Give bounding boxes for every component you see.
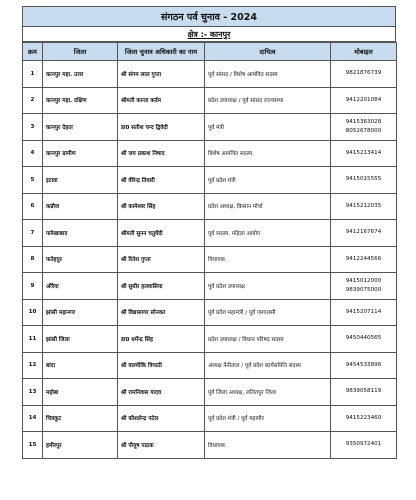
- officer-name-cell: श्री रितेश गुप्ता: [118, 246, 205, 273]
- table-row: [23, 246, 397, 273]
- role-cell: पूर्व सदस्य, महिला आयोग: [205, 220, 331, 247]
- mobile-number: 9415212035: [345, 202, 382, 209]
- serial-cell: 10: [23, 299, 43, 326]
- column-header-district: जिला: [43, 43, 118, 61]
- region-heading: क्षेत्र :- कानपुर: [22, 27, 396, 42]
- role-cell: पूर्व प्रदेश मंत्री / पूर्व महापौर: [205, 405, 331, 432]
- serial-cell: 14: [23, 405, 43, 432]
- serial-cell: 15: [23, 432, 43, 459]
- district-cell: कानपुर देहात: [43, 114, 118, 141]
- officer-name-cell: श्री कामेश्वर सिंह: [118, 193, 205, 220]
- district-cell: बांदा: [43, 352, 118, 379]
- district-cell: चित्रकूट: [43, 405, 118, 432]
- role-cell: पूर्व मंत्री: [205, 114, 331, 141]
- mobile-number: 9839058119: [345, 388, 382, 395]
- officer-name-cell: श्री सुधीर हलवासिया: [118, 273, 205, 300]
- role-cell: प्रदेश उपाध्यक्ष / विधान परिषद सदस्य: [205, 326, 331, 353]
- mobile-cell: [331, 246, 397, 273]
- role-cell: पूर्व सांसद / विशेष आमंत्रित सदस्य: [205, 61, 331, 88]
- officer-name-cell: श्री कौशलेन्द्र पटेल: [118, 405, 205, 432]
- mobile-number: 9415207114: [345, 308, 382, 315]
- table-row: [23, 405, 397, 432]
- mobile-number: 9412167674: [345, 229, 382, 236]
- district-cell: हमीरपुर: [43, 432, 118, 459]
- table-body: [23, 61, 397, 459]
- table-header-row: [23, 43, 397, 61]
- serial-cell: 2: [23, 87, 43, 114]
- officer-name-cell: श्री संगम लाल गुप्ता: [118, 61, 205, 88]
- mobile-cell: [331, 220, 397, 247]
- table-row: [23, 114, 397, 141]
- mobile-cell: [331, 299, 397, 326]
- mobile-number: 9412244566: [345, 255, 382, 262]
- mobile-cell: [331, 167, 397, 194]
- document-title: संगठन पर्व चुनाव - 2024: [22, 6, 396, 27]
- mobile-number: 9450440565: [345, 335, 382, 342]
- mobile-number: 9415015555: [345, 176, 382, 183]
- serial-cell: 6: [23, 193, 43, 220]
- officer-name-cell: श्री वाल्मीकि त्रिपाठी: [118, 352, 205, 379]
- district-cell: कानपुर ग्रामीण: [43, 140, 118, 167]
- serial-cell: 9: [23, 273, 43, 300]
- mobile-number: 9415223460: [345, 414, 382, 421]
- table-row: [23, 61, 397, 88]
- mobile-cell: [331, 352, 397, 379]
- role-cell: विशेष आमंत्रित सदस्य: [205, 140, 331, 167]
- table-row: [23, 326, 397, 353]
- officer-name-cell: श्रीमती कान्ता कर्दम: [118, 87, 205, 114]
- mobile-cell: [331, 193, 397, 220]
- mobile-cell: [331, 140, 397, 167]
- role-cell: पूर्व प्रदेश मंत्री: [205, 167, 331, 194]
- table-row: [23, 193, 397, 220]
- serial-cell: 3: [23, 114, 43, 141]
- mobile-number: 9454533896: [345, 361, 382, 368]
- serial-cell: 4: [23, 140, 43, 167]
- mobile-number: 9821876739: [345, 70, 382, 77]
- mobile-cell: [331, 61, 397, 88]
- district-cell: कानपुर महा. उत्तर: [43, 61, 118, 88]
- district-cell: कानपुर महा. दक्षिण: [43, 87, 118, 114]
- serial-cell: 12: [23, 352, 43, 379]
- serial-cell: 1: [23, 61, 43, 88]
- mobile-cell: [331, 405, 397, 432]
- officer-name-cell: डा0 धर्मेन्द्र सिंह: [118, 326, 205, 353]
- mobile-cell: [331, 379, 397, 406]
- mobile-number: 8052678000: [345, 127, 382, 134]
- serial-cell: 5: [23, 167, 43, 194]
- mobile-number: 9839075000: [345, 286, 382, 293]
- mobile-cell: [331, 273, 397, 300]
- table-row: [23, 352, 397, 379]
- officer-table: [22, 42, 397, 459]
- column-header-officer: जिला चुनाव अधिकारी का नाम: [118, 43, 205, 61]
- role-cell: प्रदेश अध्यक्ष, किसान मोर्चा: [205, 193, 331, 220]
- table-row: [23, 167, 397, 194]
- district-cell: महोबा: [43, 379, 118, 406]
- officer-name-cell: श्री वीरेन्द्र तिवारी: [118, 167, 205, 194]
- role-cell: पूर्व प्रदेश महामंत्री / पूर्व एमएलसी: [205, 299, 331, 326]
- table-row: [23, 299, 397, 326]
- district-cell: औरैया: [43, 273, 118, 300]
- mobile-cell: [331, 326, 397, 353]
- officer-name-cell: श्री रामनिवास यादव: [118, 379, 205, 406]
- table-row: [23, 87, 397, 114]
- district-cell: फतेहपुर: [43, 246, 118, 273]
- mobile-number: 9415012000: [345, 277, 382, 284]
- serial-cell: 7: [23, 220, 43, 247]
- role-cell: प्रदेश उपाध्यक्ष / पूर्व सांसद राज्यसभा: [205, 87, 331, 114]
- mobile-cell: [331, 114, 397, 141]
- serial-cell: 8: [23, 246, 43, 273]
- mobile-number: 9350972401: [345, 441, 382, 448]
- district-cell: झांसी जिला: [43, 326, 118, 353]
- column-header-serial: क्रम: [23, 43, 43, 61]
- role-cell: पूर्व जिला अध्यक्ष, ललितपुर जिला: [205, 379, 331, 406]
- district-cell: इटावा: [43, 167, 118, 194]
- mobile-cell: [331, 432, 397, 459]
- officer-name-cell: श्री जय प्रकाश निषाद: [118, 140, 205, 167]
- officer-name-cell: श्रीमती सुनन चतुर्वेदी: [118, 220, 205, 247]
- table-row: [23, 273, 397, 300]
- officer-name-cell: डा0 सतीश चन्द द्विवेदी: [118, 114, 205, 141]
- officer-name-cell: श्री विद्यासागर सोनकर: [118, 299, 205, 326]
- district-cell: झांसी महानगर: [43, 299, 118, 326]
- role-cell: पूर्व प्रदेश उपाध्यक्ष: [205, 273, 331, 300]
- column-header-mobile: मोबाइल: [331, 43, 397, 61]
- district-cell: कन्नौज: [43, 193, 118, 220]
- role-cell: विधायक: [205, 246, 331, 273]
- mobile-number: 9412201084: [345, 96, 382, 103]
- table-row: [23, 220, 397, 247]
- table-row: [23, 140, 397, 167]
- column-header-role: दायित्व: [205, 43, 331, 61]
- mobile-cell: [331, 87, 397, 114]
- table-row: [23, 379, 397, 406]
- mobile-number: 9415213414: [345, 149, 382, 156]
- district-cell: फर्रुखाबाद: [43, 220, 118, 247]
- table-row: [23, 432, 397, 459]
- election-officer-sheet: [22, 6, 396, 459]
- serial-cell: 11: [23, 326, 43, 353]
- mobile-number: 9415363028: [345, 118, 382, 125]
- officer-name-cell: श्री पीयूष पाठक: [118, 432, 205, 459]
- serial-cell: 13: [23, 379, 43, 406]
- role-cell: विधायक: [205, 432, 331, 459]
- role-cell: अध्यक्ष नैनीताल / पूर्व प्रदेश कार्यसमिति सदस्य: [205, 352, 331, 379]
